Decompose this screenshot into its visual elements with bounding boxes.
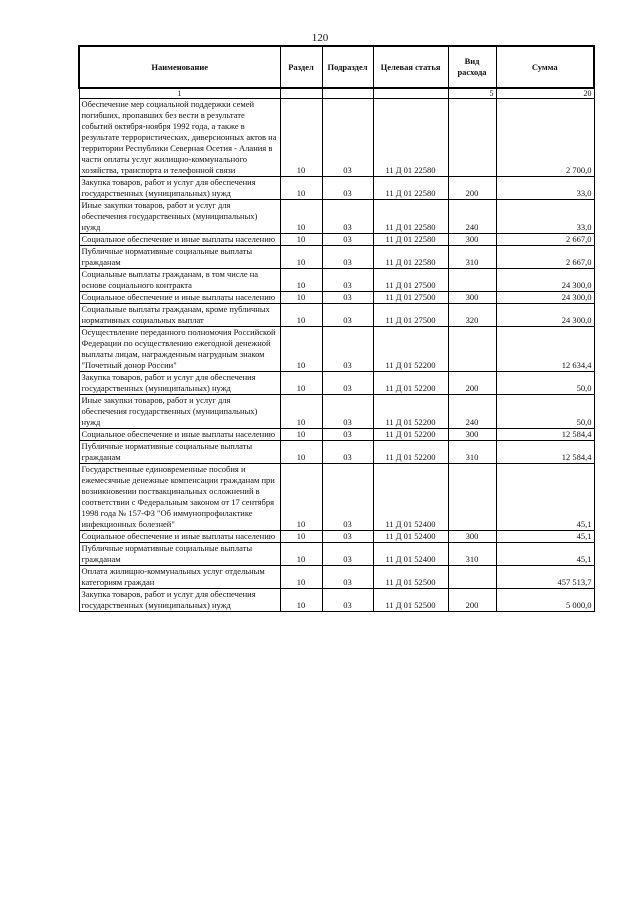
row-podrazdel: 03 [322, 292, 373, 304]
row-vid-raskhoda: 200 [448, 589, 496, 612]
row-name: Закупка товаров, работ и услуг для обеспечения государственных (муниципальных) нужд [79, 589, 280, 612]
row-name: Иные закупки товаров, работ и услуг для обеспечения государственных (муниципальных) нужд [79, 200, 280, 234]
row-razdel: 10 [280, 304, 322, 327]
row-razdel: 10 [280, 566, 322, 589]
row-vid-raskhoda: 320 [448, 304, 496, 327]
row-celevaya-statya: 11 Д 01 22580 [373, 246, 448, 269]
header-summa: Сумма [496, 46, 594, 88]
table-row [79, 589, 594, 612]
row-razdel: 10 [280, 395, 322, 429]
table-row [79, 429, 594, 441]
row-celevaya-statya: 11 Д 01 22580 [373, 99, 448, 177]
row-celevaya-statya: 11 Д 01 27500 [373, 269, 448, 292]
row-summa: 5 000,0 [496, 589, 594, 612]
row-vid-raskhoda [448, 464, 496, 531]
index-razdel [280, 88, 322, 99]
row-podrazdel: 03 [322, 246, 373, 269]
row-name: Осуществление переданного полномочия Российской Федерации по осуществлению ежегодной денежной выплаты лицам, награжденным нагрудным знаком "Почетный донор России" [79, 327, 280, 372]
row-summa: 50,0 [496, 395, 594, 429]
row-razdel: 10 [280, 327, 322, 372]
index-podrazdel [322, 88, 373, 99]
row-celevaya-statya: 11 Д 01 52400 [373, 543, 448, 566]
row-podrazdel: 03 [322, 234, 373, 246]
row-name: Публичные нормативные социальные выплаты гражданам [79, 441, 280, 464]
row-summa: 2 667,0 [496, 246, 594, 269]
row-summa: 24 300,0 [496, 304, 594, 327]
row-summa: 24 300,0 [496, 269, 594, 292]
row-summa: 12 584,4 [496, 429, 594, 441]
row-vid-raskhoda: 200 [448, 372, 496, 395]
column-index-row [79, 88, 594, 99]
row-vid-raskhoda [448, 269, 496, 292]
row-celevaya-statya: 11 Д 01 22580 [373, 234, 448, 246]
table-row [79, 372, 594, 395]
row-razdel: 10 [280, 464, 322, 531]
row-podrazdel: 03 [322, 543, 373, 566]
row-celevaya-statya: 11 Д 01 52400 [373, 531, 448, 543]
row-summa: 33,0 [496, 200, 594, 234]
table-header-row [79, 46, 594, 88]
row-podrazdel: 03 [322, 429, 373, 441]
row-name: Иные закупки товаров, работ и услуг для обеспечения государственных (муниципальных) нужд [79, 395, 280, 429]
row-name: Социальное обеспечение и иные выплаты населению [79, 429, 280, 441]
row-name: Государственные единовременные пособия и ежемесячные денежные компенсации гражданам при возникновении поствакцинальных осложнений в соответствии с Федеральным законом от 17 сентября 1998 года № 157-ФЗ "Об иммунопрофилактике инфекционных болезней" [79, 464, 280, 531]
row-razdel: 10 [280, 429, 322, 441]
row-name: Социальное обеспечение и иные выплаты населению [79, 531, 280, 543]
row-name: Оплата жилищно-коммунальных услуг отдельным категориям граждан [79, 566, 280, 589]
row-vid-raskhoda: 300 [448, 292, 496, 304]
table-row [79, 246, 594, 269]
row-podrazdel: 03 [322, 200, 373, 234]
row-vid-raskhoda: 310 [448, 441, 496, 464]
row-summa: 45,1 [496, 464, 594, 531]
row-celevaya-statya: 11 Д 01 27500 [373, 292, 448, 304]
row-vid-raskhoda: 200 [448, 177, 496, 200]
table-row [79, 177, 594, 200]
table-row [79, 234, 594, 246]
row-podrazdel: 03 [322, 327, 373, 372]
row-name: Публичные нормативные социальные выплаты гражданам [79, 543, 280, 566]
table-row [79, 99, 594, 177]
row-razdel: 10 [280, 531, 322, 543]
table-row [79, 327, 594, 372]
row-vid-raskhoda: 310 [448, 246, 496, 269]
row-razdel: 10 [280, 372, 322, 395]
row-vid-raskhoda [448, 99, 496, 177]
row-name: Закупка товаров, работ и услуг для обеспечения государственных (муниципальных) нужд [79, 372, 280, 395]
row-summa: 12 584,4 [496, 441, 594, 464]
header-celevaya-statya: Целевая статья [373, 46, 448, 88]
row-razdel: 10 [280, 292, 322, 304]
row-summa: 24 300,0 [496, 292, 594, 304]
table-row [79, 269, 594, 292]
header-vid-raskhoda: Вид расхода [448, 46, 496, 88]
row-celevaya-statya: 11 Д 01 27500 [373, 304, 448, 327]
row-razdel: 10 [280, 589, 322, 612]
table-row [79, 395, 594, 429]
header-name: Наименование [79, 46, 280, 88]
row-celevaya-statya: 11 Д 01 52200 [373, 441, 448, 464]
row-celevaya-statya: 11 Д 01 22580 [373, 200, 448, 234]
row-name: Публичные нормативные социальные выплаты гражданам [79, 246, 280, 269]
row-podrazdel: 03 [322, 99, 373, 177]
index-summa: 20 [496, 88, 594, 99]
table-row [79, 464, 594, 531]
header-razdel: Раздел [280, 46, 322, 88]
row-name: Социальные выплаты гражданам, кроме публичных нормативных социальных выплат [79, 304, 280, 327]
table-row [79, 441, 594, 464]
row-summa: 457 513,7 [496, 566, 594, 589]
row-razdel: 10 [280, 99, 322, 177]
row-podrazdel: 03 [322, 464, 373, 531]
row-vid-raskhoda [448, 327, 496, 372]
row-summa: 45,1 [496, 543, 594, 566]
row-razdel: 10 [280, 441, 322, 464]
row-name: Обеспечение мер социальной поддержки семей погибших, пропавших без вести в результате событий октября-ноября 1992 года, а также в результате террористических, диверсионных актов на территории Республики Северная Осетия - Алания в части оплаты услуг жилищно-коммунального хозяйства, транспорта и телефонной связи [79, 99, 280, 177]
row-podrazdel: 03 [322, 589, 373, 612]
row-summa: 45,1 [496, 531, 594, 543]
row-podrazdel: 03 [322, 304, 373, 327]
table-row [79, 566, 594, 589]
row-celevaya-statya: 11 Д 01 52200 [373, 395, 448, 429]
row-celevaya-statya: 11 Д 01 22580 [373, 177, 448, 200]
table-row [79, 304, 594, 327]
row-name: Закупка товаров, работ и услуг для обеспечения государственных (муниципальных) нужд [79, 177, 280, 200]
row-name: Социальные выплаты гражданам, в том числе на основе социального контракта [79, 269, 280, 292]
row-vid-raskhoda: 300 [448, 531, 496, 543]
row-vid-raskhoda: 240 [448, 200, 496, 234]
row-podrazdel: 03 [322, 177, 373, 200]
row-celevaya-statya: 11 Д 01 52200 [373, 372, 448, 395]
row-vid-raskhoda [448, 566, 496, 589]
page-number: 120 [311, 32, 329, 44]
row-summa: 50,0 [496, 372, 594, 395]
row-summa: 2 700,0 [496, 99, 594, 177]
row-vid-raskhoda: 300 [448, 234, 496, 246]
row-vid-raskhoda: 300 [448, 429, 496, 441]
row-celevaya-statya: 11 Д 01 52500 [373, 566, 448, 589]
header-podrazdel: Подраздел [322, 46, 373, 88]
budget-table [78, 45, 595, 612]
row-podrazdel: 03 [322, 566, 373, 589]
row-celevaya-statya: 11 Д 01 52500 [373, 589, 448, 612]
index-vid: 5 [448, 88, 496, 99]
row-razdel: 10 [280, 269, 322, 292]
row-razdel: 10 [280, 177, 322, 200]
row-celevaya-statya: 11 Д 01 52200 [373, 327, 448, 372]
row-vid-raskhoda: 310 [448, 543, 496, 566]
row-summa: 12 634,4 [496, 327, 594, 372]
row-razdel: 10 [280, 234, 322, 246]
row-celevaya-statya: 11 Д 01 52400 [373, 464, 448, 531]
row-name: Социальное обеспечение и иные выплаты населению [79, 292, 280, 304]
row-summa: 2 667,0 [496, 234, 594, 246]
row-podrazdel: 03 [322, 531, 373, 543]
table-row [79, 200, 594, 234]
table-row [79, 292, 594, 304]
row-razdel: 10 [280, 200, 322, 234]
row-podrazdel: 03 [322, 441, 373, 464]
table-row [79, 543, 594, 566]
row-podrazdel: 03 [322, 372, 373, 395]
row-name: Социальное обеспечение и иные выплаты населению [79, 234, 280, 246]
index-celevaya [373, 88, 448, 99]
row-celevaya-statya: 11 Д 01 52200 [373, 429, 448, 441]
table-row [79, 531, 594, 543]
row-podrazdel: 03 [322, 395, 373, 429]
row-vid-raskhoda: 240 [448, 395, 496, 429]
row-razdel: 10 [280, 543, 322, 566]
index-name: 1 [79, 88, 280, 99]
row-summa: 33,0 [496, 177, 594, 200]
row-podrazdel: 03 [322, 269, 373, 292]
row-razdel: 10 [280, 246, 322, 269]
